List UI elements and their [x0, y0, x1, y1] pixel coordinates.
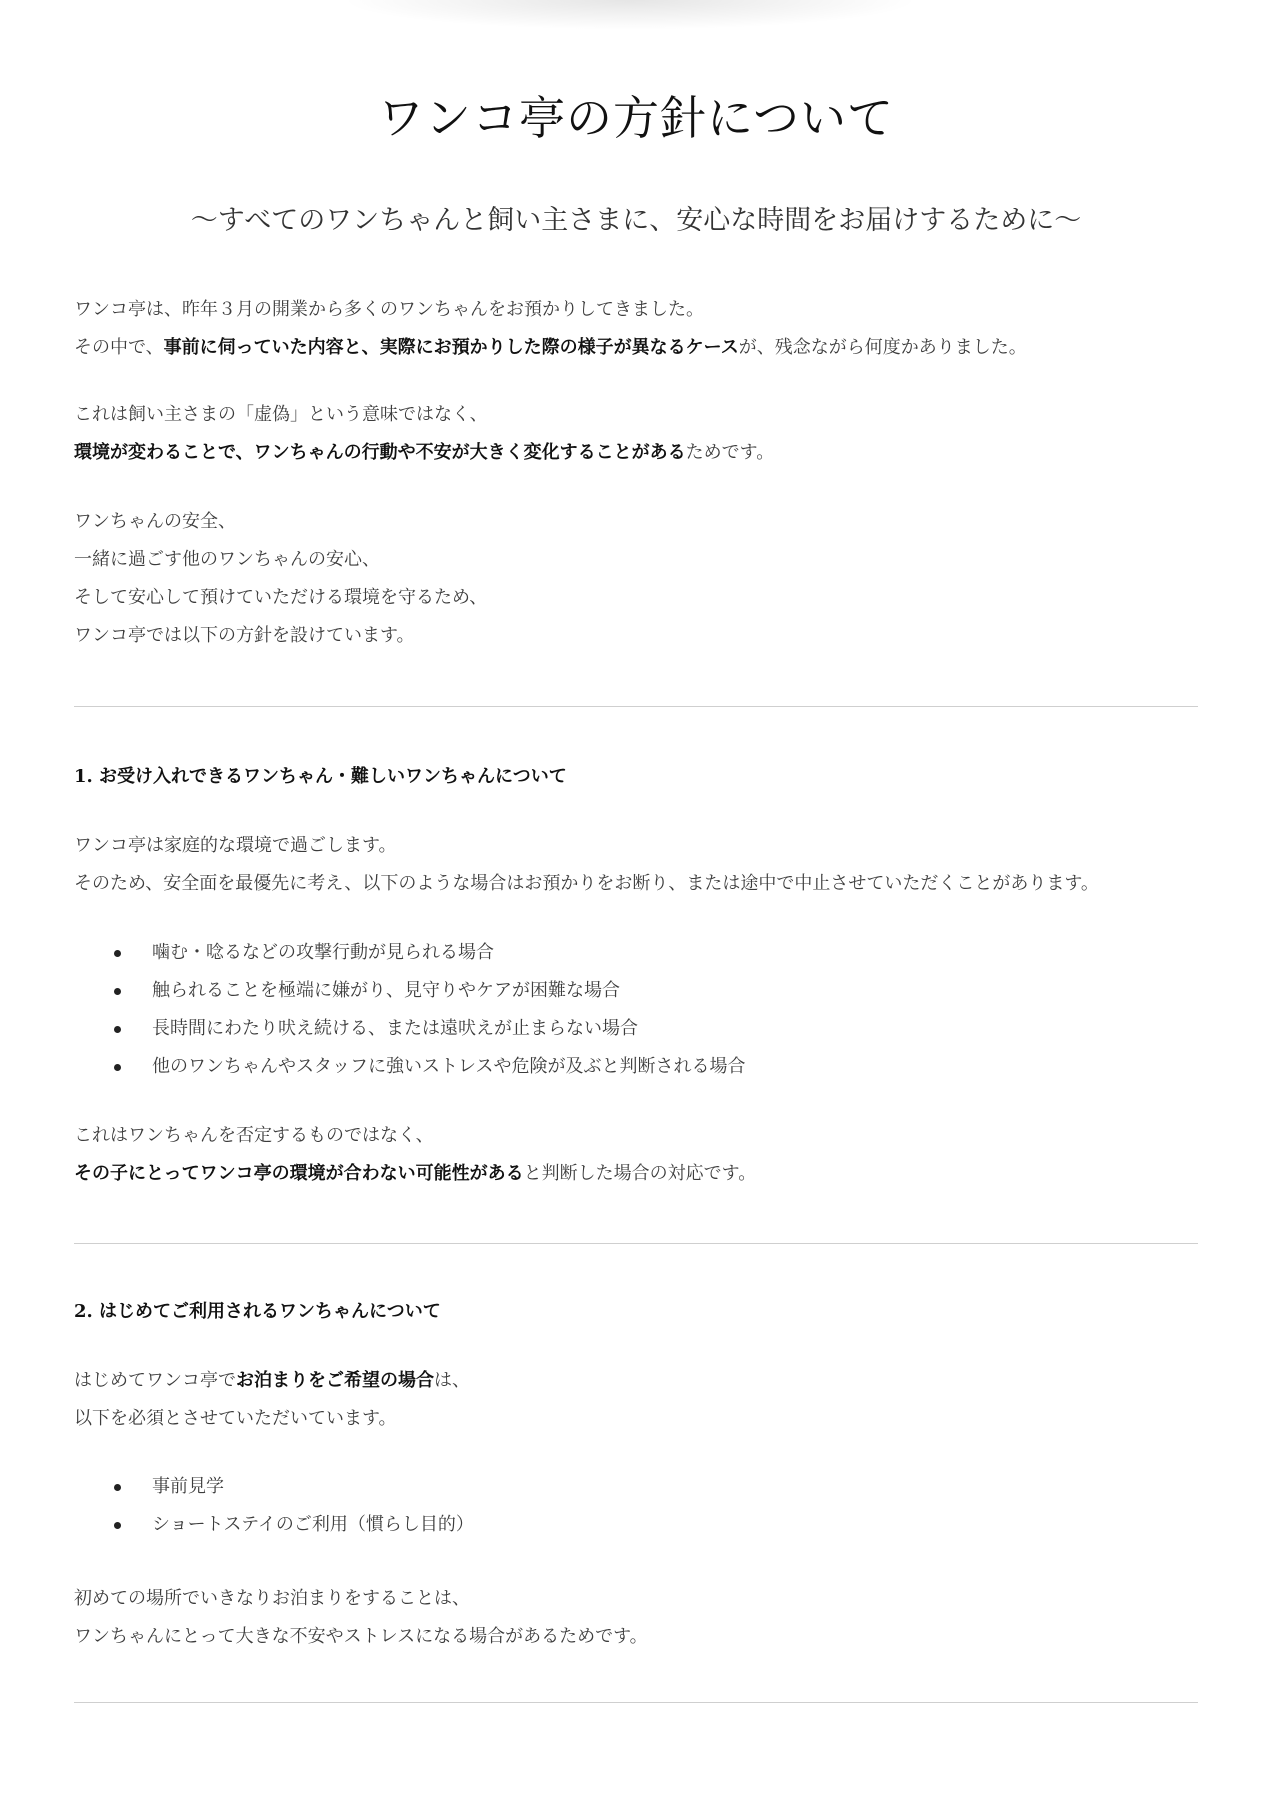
section-divider: [74, 1702, 1198, 1703]
body-line: ワンコ亭は家庭的な環境で過ごします。: [74, 835, 397, 856]
text-segment: と判断した場合の対応です。: [523, 1163, 757, 1184]
emphasis-text: その子にとってワンコ亭の環境が合わない可能性がある: [74, 1163, 524, 1184]
list-item: ショートステイのご利用（慣らし目的）: [74, 1506, 474, 1544]
text-segment: はじめてワンコ亭で: [74, 1370, 236, 1391]
text-segment: その中で、: [74, 337, 164, 358]
text-segment: が、残念ながら何度かありました。: [738, 337, 1027, 358]
text-segment: は、: [434, 1370, 470, 1391]
section-divider: [74, 1243, 1198, 1244]
section-2-paragraph-2: [74, 1580, 1198, 1656]
intro-line: これは飼い主さまの「虚偽」という意味ではなく、: [74, 404, 488, 425]
text-segment: ためです。: [685, 442, 775, 463]
intro-line: [74, 434, 1198, 472]
body-line: [74, 1362, 1198, 1400]
intro-line: [74, 329, 1198, 367]
list-item: 事前見学: [74, 1468, 474, 1506]
body-line: そのため、安全面を最優先に考え、以下のような場合はお預かりをお断り、または途中で中止させていただくことがあります。: [74, 873, 1099, 894]
page-subtitle: 〜すべてのワンちゃんと飼い主さまに、安心な時間をお届けするために〜: [190, 205, 1082, 236]
emphasis-text: お泊まりをご希望の場合: [236, 1370, 434, 1391]
list-item: 長時間にわたり吠え続ける、または遠吠えが止まらない場合: [74, 1010, 745, 1048]
body-line: 以下を必須とさせていただいています。: [74, 1408, 397, 1429]
intro-line: そして安心して預けていただける環境を守るため、: [74, 587, 488, 608]
body-line: [74, 1155, 1198, 1193]
body-line: これはワンちゃんを否定するものではなく、: [74, 1125, 434, 1146]
body-line: 初めての場所でいきなりお泊まりをすることは、: [74, 1588, 470, 1609]
intro-line: ワンちゃんの安全、: [74, 511, 236, 532]
section-1-bullet-list: [74, 934, 745, 1086]
top-shadow: [340, 0, 920, 30]
section-2-bullet-list: [74, 1468, 474, 1544]
list-item: 触られることを極端に嫌がり、見守りやケアが困難な場合: [74, 972, 745, 1010]
page-title: ワンコ亭の方針について: [377, 91, 895, 145]
intro-line: 一緒に過ごす他のワンちゃんの安心、: [74, 549, 380, 570]
emphasis-text: 環境が変わることで、ワンちゃんの行動や不安が大きく変化することがある: [74, 442, 686, 463]
section-1-heading: 1. お受け入れできるワンちゃん・難しいワンちゃんについて: [74, 766, 567, 787]
section-1-paragraph-2: [74, 1117, 1198, 1193]
list-item: 他のワンちゃんやスタッフに強いストレスや危険が及ぶと判断される場合: [74, 1048, 745, 1086]
intro-paragraph-3: [74, 503, 1198, 655]
intro-paragraph-2: [74, 396, 1198, 472]
section-2-paragraph-1: [74, 1362, 1198, 1438]
list-item: 噛む・唸るなどの攻撃行動が見られる場合: [74, 934, 745, 972]
section-2-heading: 2. はじめてご利用されるワンちゃんについて: [74, 1301, 441, 1322]
intro-line: ワンコ亭は、昨年３月の開業から多くのワンちゃんをお預かりしてきました。: [74, 299, 704, 320]
intro-paragraph-1: [74, 291, 1198, 367]
emphasis-text: 事前に伺っていた内容と、実際にお預かりした際の様子が異なるケース: [163, 337, 739, 358]
section-divider: [74, 706, 1198, 707]
body-line: ワンちゃんにとって大きな不安やストレスになる場合があるためです。: [74, 1626, 648, 1647]
intro-line: ワンコ亭では以下の方針を設けています。: [74, 625, 415, 646]
section-1-paragraph-1: [74, 827, 1198, 903]
